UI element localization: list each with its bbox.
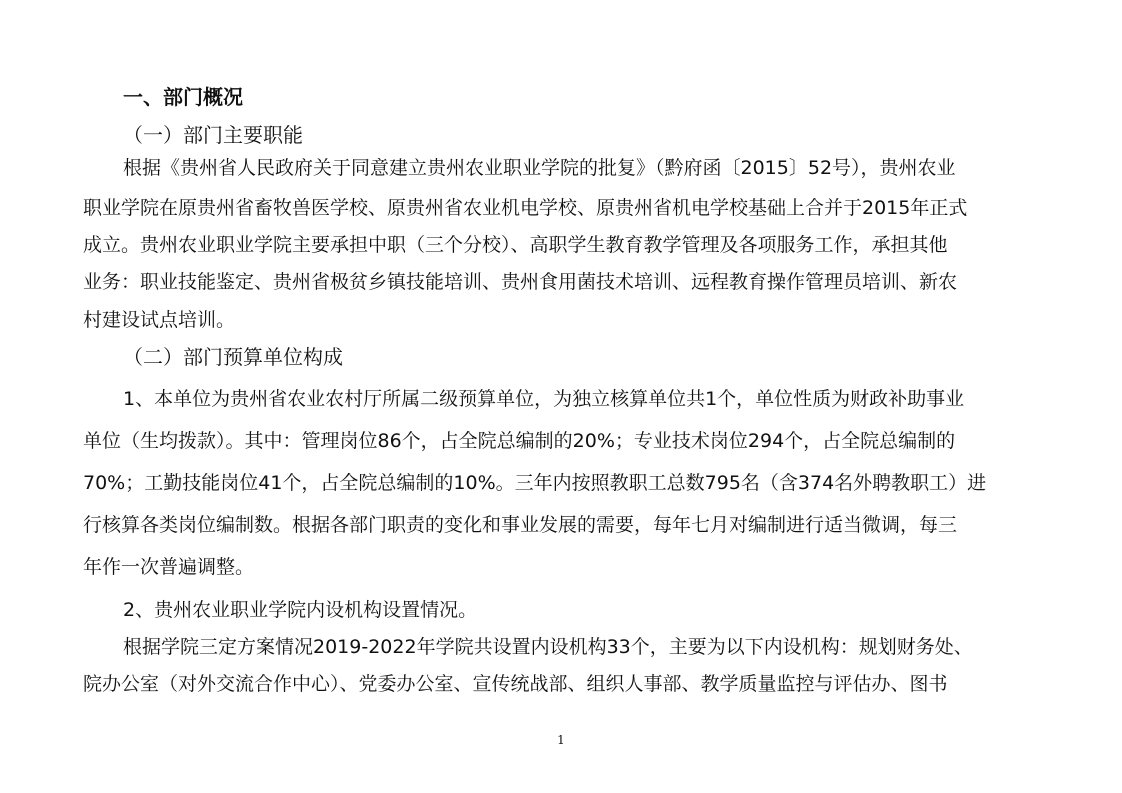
subsection-heading-functions: （一）部门主要职能 [123, 123, 303, 147]
paragraph-line: 根据《贵州省人民政府关于同意建立贵州农业职业学院的批复》（黔府函〔2015〕52号），贵州农业 [123, 157, 956, 179]
paragraph-line: 业务：职业技能鉴定、贵州省极贫乡镇技能培训、贵州食用菌技术培训、远程教育操作管理员培训、新农 [83, 271, 958, 293]
paragraph-line: 根据学院三定方案情况2019-2022年学院共设置内设机构33个，主要为以下内设机构：规划财务处、 [123, 636, 973, 658]
paragraph-line: 职业学院在原贵州省畜牧兽医学校、原贵州省农业机电学校、原贵州省机电学校基础上合并于2015年正式 [83, 197, 968, 219]
paragraph-line: 成立。贵州农业职业学院主要承担中职（三个分校）、高职学生教育教学管理及各项服务工作，承担其他 [83, 234, 948, 256]
paragraph-line: 村建设试点培训。 [83, 309, 236, 331]
paragraph-line: 单位（生均拨款）。其中：管理岗位86个，占全院总编制的20%；专业技术岗位294个，占全院总编制的 [83, 430, 956, 452]
paragraph-line: 院办公室（对外交流合作中心）、党委办公室、宣传统战部、组织人事部、教学质量监控与评估办、图书 [83, 673, 948, 695]
paragraph-line: 行核算各类岗位编制数。根据各部门职责的变化和事业发展的需要，每年七月对编制进行适当微调，每三 [83, 514, 958, 536]
paragraph-line: 年作一次普遍调整。 [83, 556, 255, 578]
paragraph-line: 2、贵州农业职业学院内设机构设置情况。 [123, 599, 478, 621]
paragraph-line: 1、本单位为贵州省农业农村厅所属二级预算单位，为独立核算单位共1个，单位性质为财政补助事业 [123, 388, 965, 410]
subsection-heading-budget-units: （二）部门预算单位构成 [123, 345, 343, 369]
section-heading: 一、部门概况 [123, 85, 243, 109]
page-number: 1 [557, 733, 565, 747]
paragraph-line: 70%；工勤技能岗位41个，占全院总编制的10%。三年内按照教职工总数795名（含374名外聘教职工）进 [83, 472, 987, 494]
